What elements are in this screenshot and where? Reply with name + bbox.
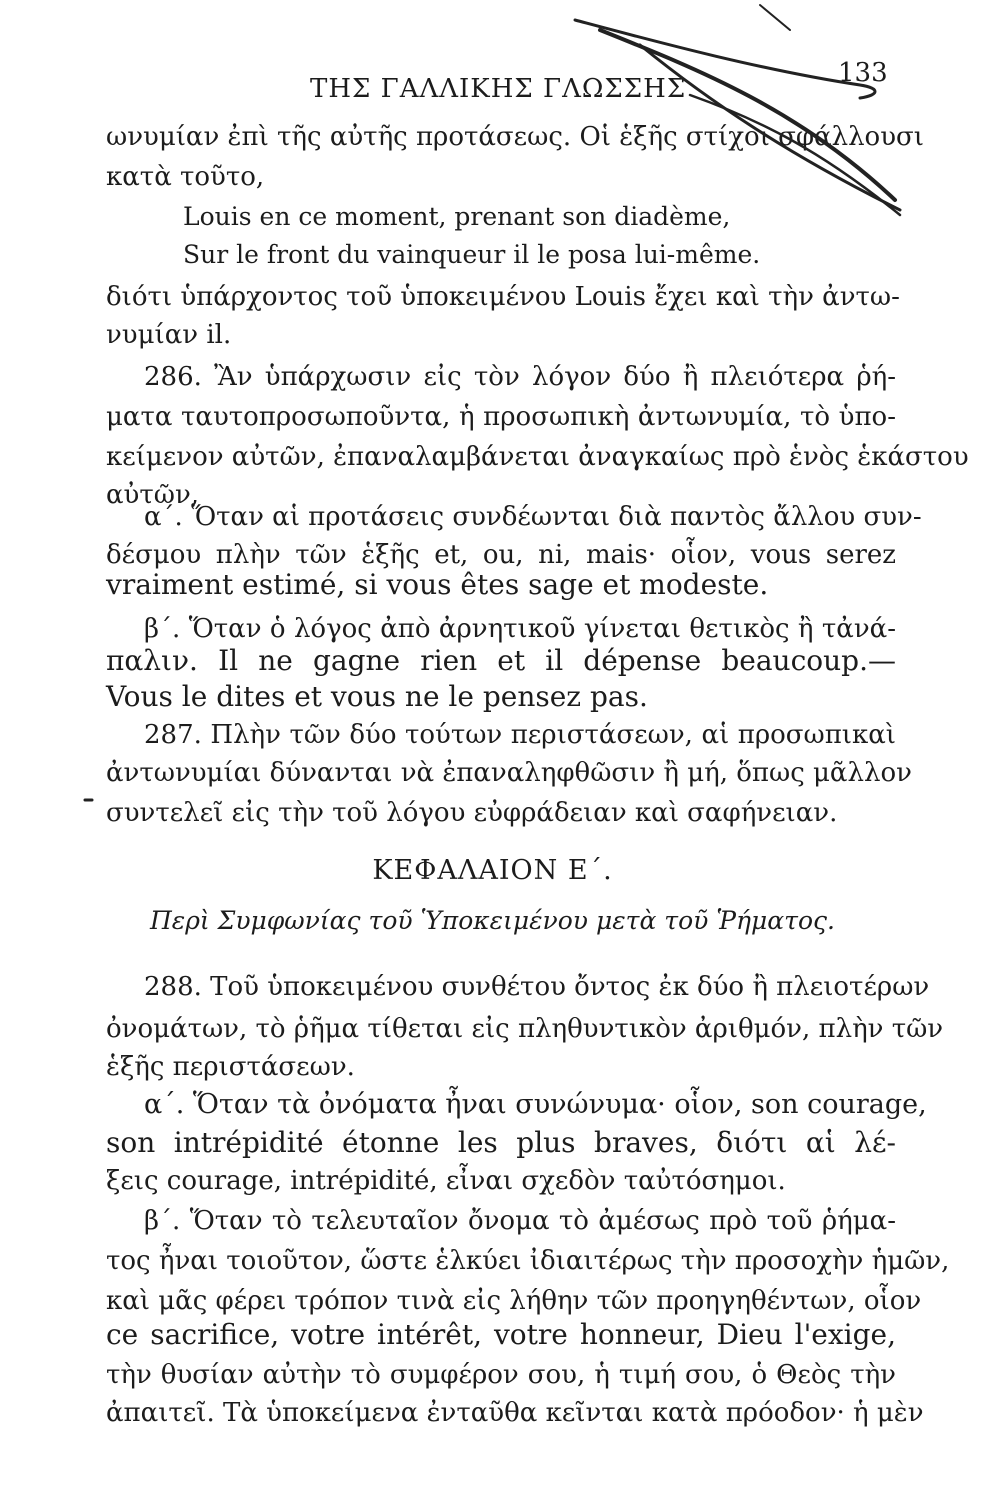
text-line: τὴν θυσίαν αὐτὴν τὸ συμφέρον σου, ἡ τιμή σου, ὁ Θεὸς τὴν — [106, 1360, 896, 1390]
verse-line: Sur le front du vainqueur il le posa lui-même. — [183, 240, 761, 269]
example-line: vraiment estimé, si vous êtes sage et modeste. — [106, 568, 769, 601]
text-line: συντελεῖ εἰς τὴν τοῦ λόγου εὐφράδειαν καὶ σαφήνειαν. — [106, 798, 838, 828]
pen-stroke — [760, 5, 790, 30]
example-line: παλιν. Il ne gagne rien et il dépense beaucoup.— — [106, 644, 896, 677]
text-line: ὀνομάτων, τὸ ῥῆμα τίθεται εἰς πληθυντικὸν ἀριθμόν, πλὴν τῶν — [106, 1014, 944, 1044]
page-number: 133 — [838, 58, 888, 88]
text-line: δέσμου πλὴν τῶν ἑξῆς et, ou, ni, mais· οἷον, vous serez — [106, 540, 896, 570]
text-line: β΄. Ὅταν τὸ τελευταῖον ὄνομα τὸ ἀμέσως πρὸ τοῦ ῥήμα- — [144, 1206, 896, 1236]
pen-stroke — [600, 30, 895, 200]
example-line: ce sacrifice, votre intérêt, votre honneur, Dieu l'exige, — [106, 1318, 896, 1351]
text-line: διότι ὑπάρχοντος τοῦ ὑποκειμένου Louis ἔχει καὶ τὴν ἀντω- — [106, 282, 900, 312]
text-line: αὐτῶν, — [106, 480, 200, 510]
text-line: ματα ταυτοπροσωποῦντα, ἡ προσωπικὴ ἀντωνυμία, τὸ ὑπο- — [106, 402, 896, 432]
text-line: τος ἦναι τοιοῦτον, ὥστε ἑλκύει ἰδιαιτέρως τὴν προσοχὴν ἡμῶν, — [106, 1246, 950, 1276]
text-line: νυμίαν il. — [106, 320, 232, 350]
paragraph-286-start: 286. Ἂν ὑπάρχωσιν εἰς τὸν λόγον δύο ἢ πλειότερα ῥή- — [144, 362, 896, 392]
text-line: κατὰ τοῦτο, — [106, 162, 265, 192]
pen-stroke — [575, 20, 875, 98]
text-line: β΄. Ὅταν ὁ λόγος ἀπὸ ἀρνητικοῦ γίνεται θετικὸς ἢ τἀνά- — [144, 614, 896, 644]
chapter-subheading: Περὶ Συμφωνίας τοῦ Ὑποκειμένου μετὰ τοῦ Ῥήματος. — [150, 906, 835, 935]
paragraph-287-start: 287. Πλὴν τῶν δύο τούτων περιστάσεων, αἱ προσωπικαὶ — [144, 720, 896, 750]
text-line: ωνυμίαν ἐπὶ τῆς αὐτῆς προτάσεως. Οἱ ἑξῆς στίχοι σφάλλουσι — [106, 122, 924, 152]
running-header: ΤΗΣ ΓΑΛΛΙΚΗΣ ΓΛΩΣΣΗΣ — [310, 74, 687, 104]
text-line: α΄. Ὅταν τὰ ὀνόματα ἦναι συνώνυμα· οἷον, son courage, — [144, 1089, 927, 1120]
text-line: καὶ μᾶς φέρει τρόπον τινὰ εἰς λήθην τῶν προηγηθέντων, οἷον — [106, 1286, 922, 1316]
chapter-heading: ΚΕΦΑΛΑΙΟΝ Ε΄. — [372, 855, 613, 886]
text-line: ἀπαιτεῖ. Τὰ ὑποκείμενα ἐνταῦθα κεῖνται κατὰ πρόοδον· ἡ μὲν — [106, 1398, 924, 1428]
verse-line: Louis en ce moment, prenant son diadème, — [183, 202, 731, 231]
text-line: ἑξῆς περιστάσεων. — [106, 1052, 355, 1082]
example-line: son intrépidité étonne les plus braves, διότι αἱ λέ- — [106, 1126, 896, 1159]
text-line: α΄. Ὅταν αἱ προτάσεις συνδέωνται διὰ παντὸς ἄλλου συν- — [144, 502, 922, 532]
text-line: κείμενον αὐτῶν, ἐπαναλαμβάνεται ἀναγκαίως πρὸ ἑνὸς ἑκάστου — [106, 442, 969, 472]
text-line: ἀντωνυμίαι δύνανται νὰ ἐπαναληφθῶσιν ἢ μή, ὅπως μᾶλλον — [106, 758, 912, 788]
paragraph-288-start: 288. Τοῦ ὑποκειμένου συνθέτου ὄντος ἐκ δύο ἢ πλειοτέρων — [144, 972, 930, 1002]
text-line: ξεις courage, intrépidité, εἶναι σχεδὸν ταὐτόσημοι. — [106, 1166, 786, 1196]
pen-stroke — [690, 95, 900, 215]
example-line: Vous le dites et vous ne le pensez pas. — [106, 680, 648, 713]
